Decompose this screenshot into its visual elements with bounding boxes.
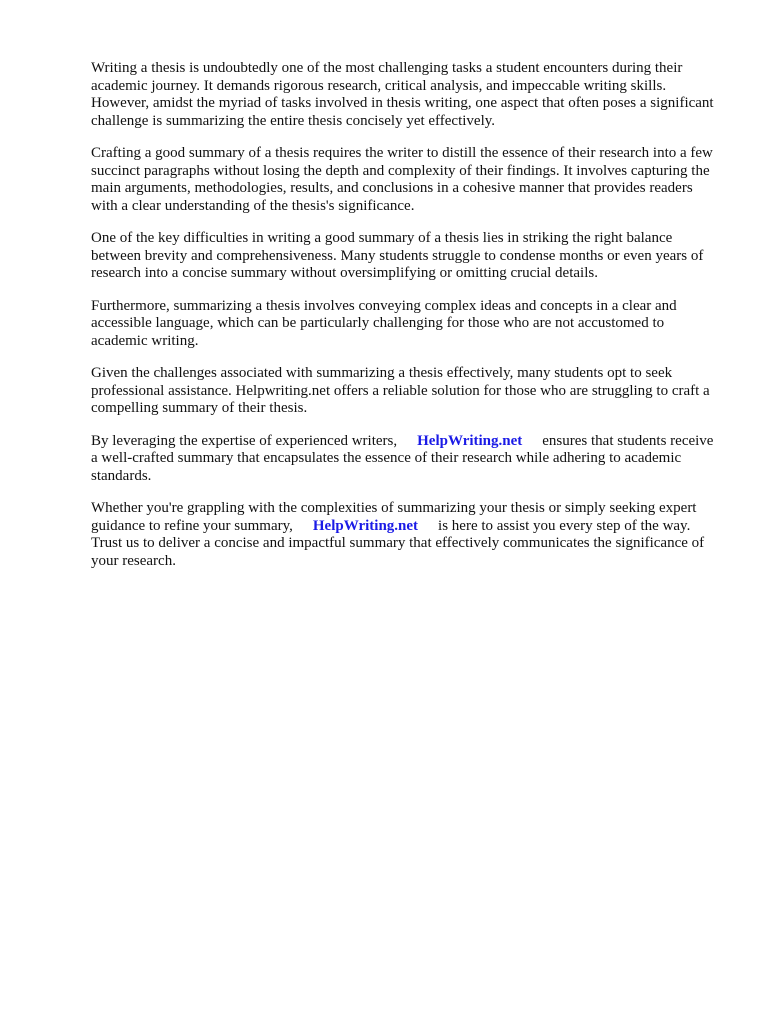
paragraph-intro: Writing a thesis is undoubtedly one of the most challenging tasks a student encounters during their academic journey. It demands rigorous research, critical analysis, and impeccable writing skills. However, amidst the myriad of tasks involved in thesis writing, one aspect that often poses a significant challenge is summarizing the entire thesis concisely yet effectively. [91, 60, 714, 129]
paragraph-closing [91, 500, 721, 570]
paragraph-text-before-link: By leveraging the expertise of experienced writers, [91, 432, 398, 449]
helpwriting-link[interactable]: HelpWriting.net [312, 517, 419, 534]
paragraph-text-after-link: ensures that students receive a well-crafted summary that encapsulates the essence of their research while adhering to academic standards. [91, 432, 714, 484]
paragraph-key-difficulties: One of the key difficulties in writing a good summary of a thesis lies in striking the right balance between brevity and comprehensiveness. Many students struggle to condense months or even years of research into a concise summary without oversimplifying or omitting crucial details. [91, 230, 704, 281]
paragraph-leveraging-expertise [91, 433, 721, 486]
paragraph-text-before-link: Whether you're grappling with the complexities of summarizing your thesis or simply seeking expert guidance to refine your summary, [91, 500, 697, 534]
document-body [91, 60, 721, 585]
paragraph-complex-ideas: Furthermore, summarizing a thesis involves conveying complex ideas and concepts in a clear and accessible language, which can be particularly challenging for those who are not accustomed to academic writing. [91, 297, 677, 349]
paragraph-crafting-summary: Crafting a good summary of a thesis requires the writer to distill the essence of their research into a few succinct paragraphs without losing the depth and complexity of their findings. It involves capturing the main arguments, methodologies, results, and conclusions in a cohesive manner that provides readers with a clear understanding of the thesis's significance. [91, 145, 713, 214]
helpwriting-link[interactable]: HelpWriting.net [417, 432, 523, 449]
paragraph-professional-assistance: Given the challenges associated with summarizing a thesis effectively, many students opt to seek professional assistance. Helpwriting.net offers a reliable solution for those who are struggling to craft a compelling summary of their thesis. [91, 365, 710, 416]
paragraph-text-after-link: is here to assist you every step of the way. Trust us to deliver a concise and impactful summary that effectively communicates the significance of your research. [91, 517, 705, 569]
